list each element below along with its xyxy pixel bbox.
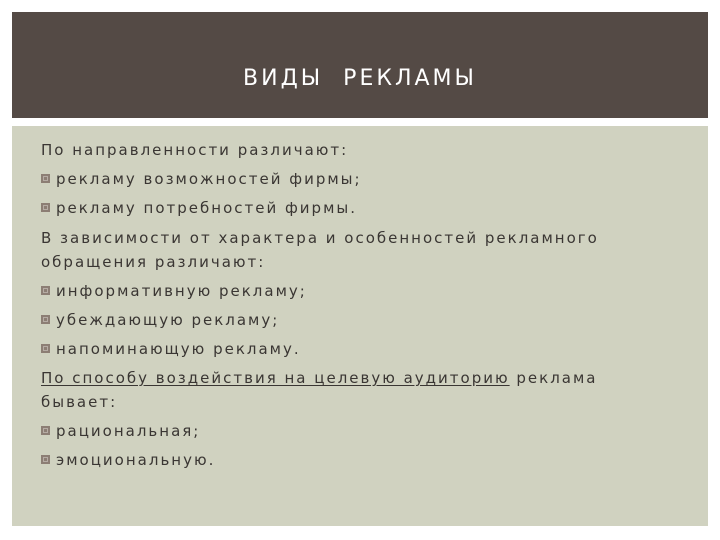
line-text: реклама xyxy=(509,369,598,387)
text-line-intro-2 xyxy=(41,231,599,246)
square-bullet-icon xyxy=(41,426,50,435)
line-text: рекламу возможностей фирмы; xyxy=(56,170,362,188)
square-bullet-icon xyxy=(41,174,50,183)
line-text: рекламу потребностей фирмы. xyxy=(56,199,358,217)
text-line-intro-3 xyxy=(41,371,598,386)
title-bar xyxy=(12,12,708,118)
bullet-item xyxy=(41,453,215,468)
text-line-intro-1 xyxy=(41,143,348,158)
square-bullet-icon xyxy=(41,203,50,212)
line-text: информативную рекламу; xyxy=(56,282,307,300)
line-text: бывает: xyxy=(41,393,118,411)
square-bullet-icon xyxy=(41,315,50,324)
line-text: эмоциональную. xyxy=(56,451,216,469)
content-area xyxy=(12,126,708,526)
line-text: В зависимости от характера и особенностей рекламного xyxy=(41,229,599,247)
line-text: напоминающую рекламу. xyxy=(56,340,301,358)
line-text: убеждающую рекламу; xyxy=(56,311,280,329)
bullet-item xyxy=(41,201,357,216)
bullet-item xyxy=(41,313,279,328)
bullet-item xyxy=(41,342,301,357)
bullet-item xyxy=(41,284,307,299)
underlined-text: По способу воздействия на целевую аудиторию xyxy=(41,369,510,387)
bullet-item xyxy=(41,424,200,439)
line-text: По направленности различают: xyxy=(41,141,349,159)
slide-title: ВИДЫ РЕКЛАМЫ xyxy=(243,66,477,91)
text-line-intro-3-cont xyxy=(41,395,117,410)
square-bullet-icon xyxy=(41,286,50,295)
text-line-intro-2-cont xyxy=(41,255,265,270)
square-bullet-icon xyxy=(41,455,50,464)
bullet-item xyxy=(41,172,362,187)
square-bullet-icon xyxy=(41,344,50,353)
line-text: обращения различают: xyxy=(41,253,266,271)
line-text: рациональная; xyxy=(56,422,201,440)
